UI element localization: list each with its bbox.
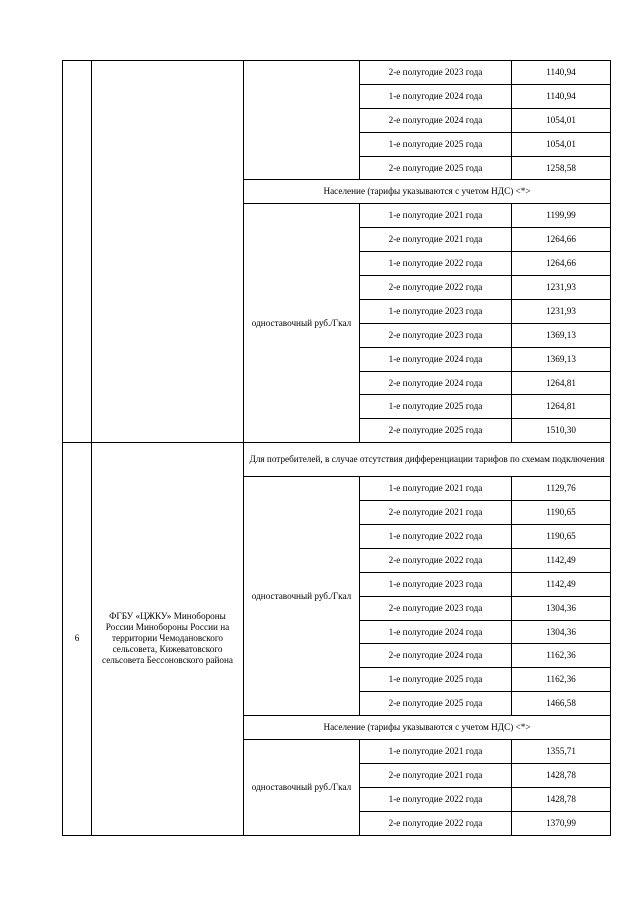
tariff-table: [62, 60, 611, 836]
tariff-row: [63, 61, 611, 85]
period-cell: 2-е полугодие 2025 года: [360, 156, 512, 180]
period-cell: 1-е полугодие 2022 года: [360, 252, 512, 276]
period-cell: 2-е полугодие 2024 года: [360, 371, 512, 395]
price-cell: 1129,76: [512, 477, 611, 501]
price-cell: 1162,36: [512, 668, 611, 692]
period-cell: 2-е полугодие 2021 года: [360, 228, 512, 252]
period-cell: 1-е полугодие 2023 года: [360, 299, 512, 323]
period-cell: 2-е полугодие 2025 года: [360, 419, 512, 443]
price-cell: 1428,78: [512, 763, 611, 787]
price-cell: 1190,65: [512, 525, 611, 549]
row-number-cell: 6: [63, 443, 92, 835]
price-cell: 1199,99: [512, 204, 611, 228]
period-cell: 2-е полугодие 2024 года: [360, 644, 512, 668]
period-cell: 2-е полугодие 2022 года: [360, 548, 512, 572]
price-cell: 1140,94: [512, 61, 611, 85]
tariff-table-body: [63, 61, 611, 836]
price-cell: 1054,01: [512, 108, 611, 132]
period-cell: 1-е полугодие 2023 года: [360, 572, 512, 596]
rate-type-cell: одноставочный руб./Гкал: [244, 204, 360, 443]
period-cell: 1-е полугодие 2024 года: [360, 620, 512, 644]
price-cell: 1162,36: [512, 644, 611, 668]
period-cell: 2-е полугодие 2023 года: [360, 323, 512, 347]
price-cell: 1231,93: [512, 276, 611, 300]
period-cell: 1-е полугодие 2025 года: [360, 668, 512, 692]
price-cell: 1258,58: [512, 156, 611, 180]
row-number-cell: [63, 61, 92, 443]
period-cell: 1-е полугодие 2022 года: [360, 787, 512, 811]
price-cell: 1231,93: [512, 299, 611, 323]
period-cell: 1-е полугодие 2021 года: [360, 477, 512, 501]
period-cell: 1-е полугодие 2022 года: [360, 525, 512, 549]
rate-type-cell: одноставочный руб./Гкал: [244, 740, 360, 836]
price-cell: 1140,94: [512, 84, 611, 108]
period-cell: 2-е полугодие 2022 года: [360, 811, 512, 835]
period-cell: 1-е полугодие 2024 года: [360, 347, 512, 371]
organization-cell: [92, 61, 244, 443]
price-cell: 1264,66: [512, 252, 611, 276]
rate-type-cell: одноставочный руб./Гкал: [244, 477, 360, 716]
price-cell: 1369,13: [512, 347, 611, 371]
price-cell: 1355,71: [512, 740, 611, 764]
price-cell: 1510,30: [512, 419, 611, 443]
organization-cell: ФГБУ «ЦЖКУ» Минобороны России Минобороны России на территории Чемодановского сельсовета, Кижеватовского сельсовета Бессоновского района: [92, 443, 244, 835]
price-cell: 1369,13: [512, 323, 611, 347]
period-cell: 2-е полугодие 2023 года: [360, 596, 512, 620]
price-cell: 1264,81: [512, 371, 611, 395]
consumer-group-heading: Для потребителей, в случае отсутствия дифференциации тарифов по схемам подключения: [244, 443, 611, 477]
period-cell: 1-е полугодие 2025 года: [360, 132, 512, 156]
period-cell: 2-е полугодие 2021 года: [360, 763, 512, 787]
period-cell: 2-е полугодие 2023 года: [360, 61, 512, 85]
price-cell: 1142,49: [512, 548, 611, 572]
price-cell: 1370,99: [512, 811, 611, 835]
period-cell: 1-е полугодие 2021 года: [360, 204, 512, 228]
period-cell: 2-е полугодие 2025 года: [360, 692, 512, 716]
period-cell: 1-е полугодие 2025 года: [360, 395, 512, 419]
consumer-group-heading: Население (тарифы указываются с учетом НДС) <*>: [244, 180, 611, 204]
period-cell: 2-е полугодие 2021 года: [360, 501, 512, 525]
rate-type-cell: [244, 61, 360, 180]
price-cell: 1142,49: [512, 572, 611, 596]
period-cell: 2-е полугодие 2024 года: [360, 108, 512, 132]
price-cell: 1264,81: [512, 395, 611, 419]
heading-row: [63, 443, 611, 477]
consumer-group-heading: Население (тарифы указываются с учетом НДС) <*>: [244, 716, 611, 740]
period-cell: 1-е полугодие 2021 года: [360, 740, 512, 764]
price-cell: 1466,58: [512, 692, 611, 716]
price-cell: 1428,78: [512, 787, 611, 811]
price-cell: 1264,66: [512, 228, 611, 252]
period-cell: 1-е полугодие 2024 года: [360, 84, 512, 108]
price-cell: 1054,01: [512, 132, 611, 156]
price-cell: 1304,36: [512, 596, 611, 620]
price-cell: 1304,36: [512, 620, 611, 644]
period-cell: 2-е полугодие 2022 года: [360, 276, 512, 300]
price-cell: 1190,65: [512, 501, 611, 525]
